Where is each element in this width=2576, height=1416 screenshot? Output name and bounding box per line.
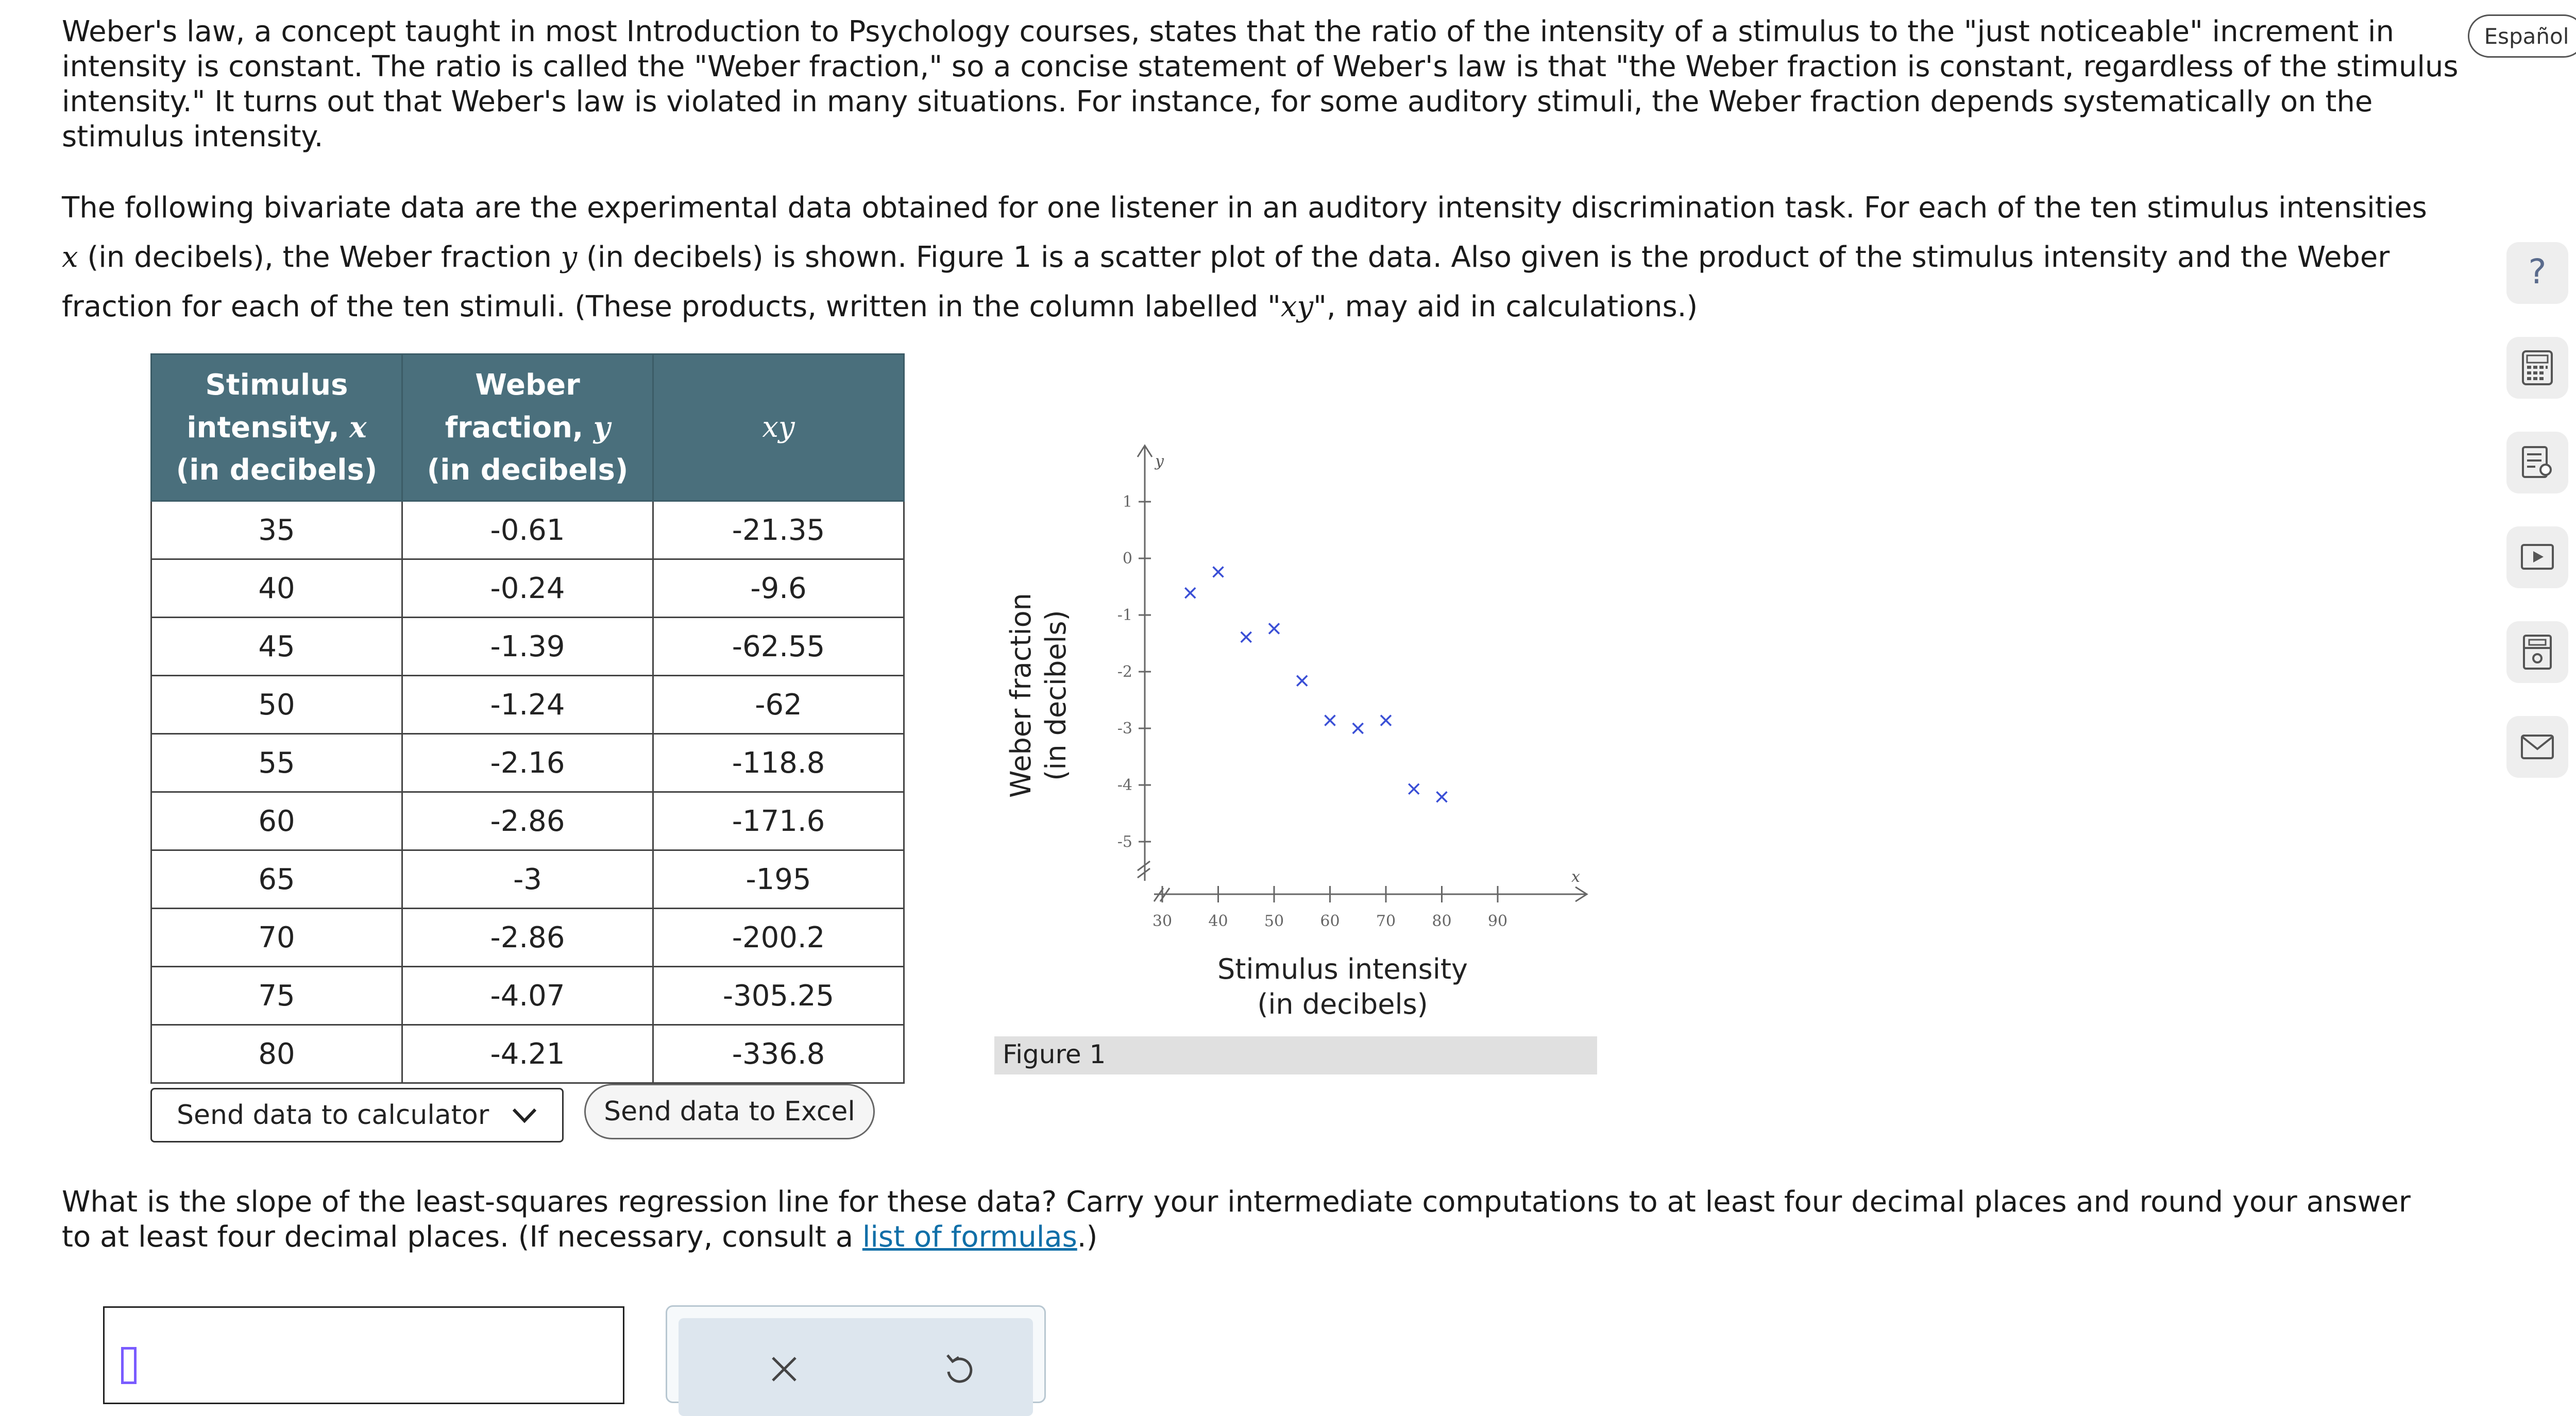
header-weber-fraction: Weber fraction, y (in decibels) (402, 354, 653, 501)
x-tick-label: 40 (1208, 912, 1228, 930)
calculator-icon (2518, 348, 2557, 387)
data-point (1269, 623, 1279, 634)
table-row (151, 1025, 904, 1083)
x-tick-label: 90 (1487, 912, 1508, 930)
cell-stimulus-intensity: 75 (151, 967, 402, 1025)
x-tick-label: 50 (1264, 912, 1284, 930)
cell-xy: -62 (653, 676, 904, 734)
x-axis-title-line1: Stimulus intensity (1217, 953, 1468, 985)
clear-button[interactable] (761, 1346, 807, 1392)
scatter-chart (979, 422, 1649, 1092)
header-xy: xy (653, 354, 904, 501)
chevron-down-icon (511, 1106, 538, 1124)
cell-xy: -9.6 (653, 559, 904, 618)
cell-xy: -62.55 (653, 618, 904, 676)
y-axis-title-line1: Weber fraction (1005, 593, 1037, 798)
help-button[interactable] (2506, 242, 2568, 304)
cell-weber-fraction: -2.16 (402, 734, 653, 792)
cell-stimulus-intensity: 70 (151, 909, 402, 967)
var-x: x (62, 241, 78, 274)
y-tick-label: -2 (1117, 663, 1132, 681)
question-end: .) (1077, 1220, 1098, 1254)
table-row (151, 501, 904, 559)
chart-axes (1005, 446, 1587, 1020)
var-xy: xy (1280, 290, 1314, 323)
table-header-row (151, 354, 904, 501)
espanol-button[interactable]: Español (2468, 14, 2576, 58)
header-stimulus-intensity: Stimulus intensity, x (in decibels) (151, 354, 402, 501)
svg-text:?: ? (2528, 252, 2547, 292)
answer-tool-panel (666, 1305, 1046, 1403)
cell-weber-fraction: -4.07 (402, 967, 653, 1025)
table-row (151, 792, 904, 850)
undo-icon (941, 1351, 977, 1387)
cell-weber-fraction: -3 (402, 850, 653, 909)
intro-paragraph: Weber's law, a concept taught in most Introduction to Psychology courses, states that the ratio of the intensity of a stimulus to the "just noticeable" increment in intensity is constant. The ratio is called the "Weber fraction," so a concise statement of Weber's law is that "the Weber fraction is constant, regardless of the stimulus intensity." It turns out that Weber's law is violated in many situations. For instance, for some auditory stimuli, the Weber fraction depends systematically on the stimulus intensity. (62, 15, 2459, 153)
help-icon (2517, 252, 2558, 294)
cell-weber-fraction: -0.61 (402, 501, 653, 559)
table-row (151, 559, 904, 618)
cell-stimulus-intensity: 35 (151, 501, 402, 559)
y-tick-label: -3 (1117, 720, 1132, 738)
cell-weber-fraction: -2.86 (402, 909, 653, 967)
cell-weber-fraction: -2.86 (402, 792, 653, 850)
chart-points (1185, 567, 1447, 802)
data-text-3: (in decibels) is shown. Figure 1 is a scatter plot of the data. Also given is the product of the stimulus intensity and the Weber fraction for each of the ten stimuli. (These products, written in the column labelled " (62, 241, 2390, 323)
table-row (151, 618, 904, 676)
data-description-paragraph (62, 183, 2432, 332)
notes-icon (2518, 443, 2557, 482)
send-data-to-excel-button[interactable]: Send data to Excel (584, 1084, 875, 1139)
calculator-button[interactable] (2506, 337, 2568, 399)
cell-stimulus-intensity: 50 (151, 676, 402, 734)
x-tick-label: 70 (1376, 912, 1396, 930)
reference-icon (2518, 633, 2557, 672)
data-text-4: ", may aid in calculations.) (1313, 290, 1698, 323)
y-tick-label: 1 (1122, 493, 1132, 511)
notes-button[interactable] (2506, 432, 2568, 493)
text-cursor (121, 1347, 137, 1384)
video-button[interactable] (2506, 526, 2568, 588)
data-point (1437, 792, 1447, 802)
table-row (151, 734, 904, 792)
answer-tool-inner (679, 1318, 1033, 1416)
cell-stimulus-intensity: 45 (151, 618, 402, 676)
cell-stimulus-intensity: 60 (151, 792, 402, 850)
y-tick-label: -4 (1117, 776, 1132, 794)
mail-button[interactable] (2506, 716, 2568, 778)
cell-xy: -171.6 (653, 792, 904, 850)
table-body (151, 501, 904, 1083)
answer-input[interactable] (103, 1306, 624, 1404)
figure-caption-bar (994, 1036, 1597, 1074)
cell-stimulus-intensity: 55 (151, 734, 402, 792)
data-point (1213, 567, 1224, 577)
question-body: What is the slope of the least-squares regression line for these data? Carry your intermediate computations to at least four decimal places and round your answer to at least four decimal places. (If necessary, consult a (62, 1185, 2411, 1254)
data-point (1381, 715, 1391, 726)
data-point (1409, 784, 1419, 794)
x-tick-label: 60 (1320, 912, 1340, 930)
cell-stimulus-intensity: 80 (151, 1025, 402, 1083)
reference-button[interactable] (2506, 621, 2568, 683)
data-table-container (150, 353, 905, 1084)
clear-icon (768, 1353, 801, 1386)
figure-label: Figure 1 (1003, 1039, 1106, 1069)
data-point (1297, 676, 1307, 686)
y-tick-label: -1 (1117, 606, 1132, 624)
table-row (151, 850, 904, 909)
y-axis-var-label: y (1155, 452, 1164, 470)
y-tick-label: 0 (1122, 550, 1132, 568)
x-tick-label: 30 (1152, 912, 1173, 930)
cell-weber-fraction: -1.39 (402, 618, 653, 676)
video-icon (2518, 538, 2557, 577)
x-tick-label: 80 (1432, 912, 1452, 930)
cell-stimulus-intensity: 65 (151, 850, 402, 909)
cell-stimulus-intensity: 40 (151, 559, 402, 618)
cell-xy: -305.25 (653, 967, 904, 1025)
x-axis-title-line2: (in decibels) (1257, 988, 1428, 1020)
list-of-formulas-link[interactable]: list of formulas (862, 1220, 1077, 1254)
question-text (62, 1185, 2432, 1255)
data-point (1185, 588, 1195, 598)
data-point (1353, 723, 1363, 733)
cell-weber-fraction: -1.24 (402, 676, 653, 734)
table-row (151, 909, 904, 967)
cell-weber-fraction: -4.21 (402, 1025, 653, 1083)
cell-xy: -195 (653, 850, 904, 909)
cell-xy: -200.2 (653, 909, 904, 967)
cell-xy: -336.8 (653, 1025, 904, 1083)
y-axis-title-line2: (in decibels) (1040, 610, 1072, 781)
cell-xy: -118.8 (653, 734, 904, 792)
cell-xy: -21.35 (653, 501, 904, 559)
undo-button[interactable] (936, 1346, 982, 1392)
table-row (151, 967, 904, 1025)
data-table (150, 353, 905, 1084)
data-point (1241, 632, 1251, 642)
send-data-to-calculator-select[interactable] (150, 1088, 564, 1142)
data-point (1325, 715, 1335, 726)
mail-icon (2518, 727, 2557, 766)
x-axis-var-label: x (1571, 868, 1580, 886)
var-y: y (561, 241, 578, 274)
send-calculator-label: Send data to calculator (177, 1100, 489, 1131)
y-tick-label: -5 (1117, 833, 1132, 851)
data-text-1: The following bivariate data are the experimental data obtained for one listener in an auditory intensity discrimination task. For each of the ten stimulus intensities (62, 191, 2427, 225)
data-text-2: (in decibels), the Weber fraction (78, 241, 561, 274)
cell-weber-fraction: -0.24 (402, 559, 653, 618)
table-row (151, 676, 904, 734)
